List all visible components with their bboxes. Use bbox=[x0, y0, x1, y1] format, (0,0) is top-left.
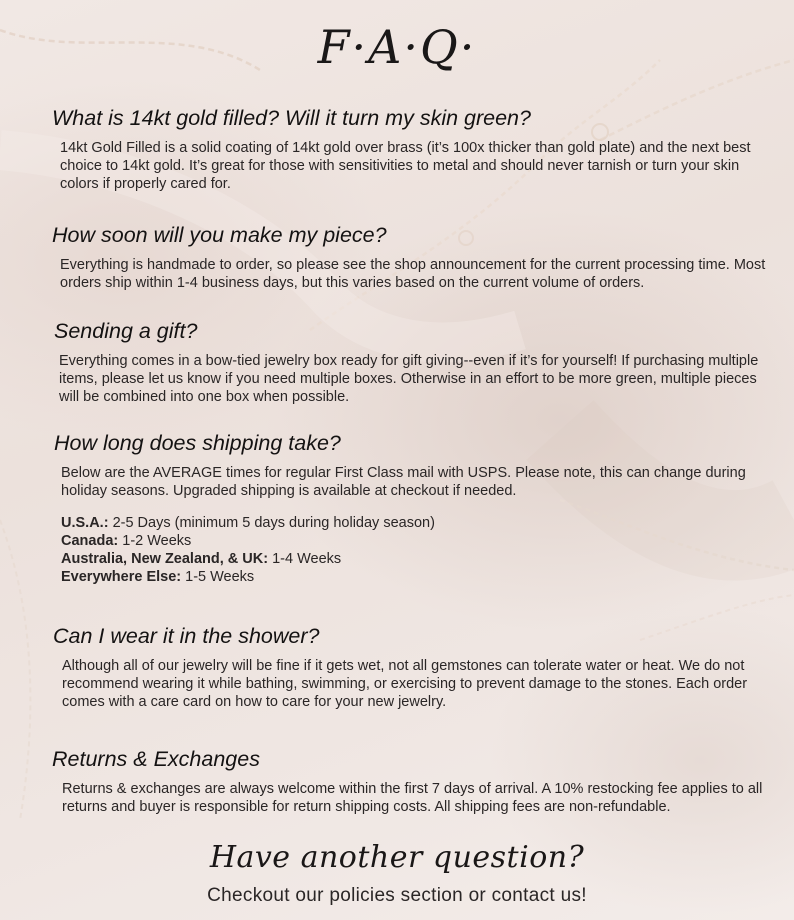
shipping-time: 1-4 Weeks bbox=[272, 551, 342, 567]
faq-answer: Below are the AVERAGE times for regular First Class mail with USPS. Please note, this can change during holiday seasons. Upgraded shipping is available at checkout if needed. bbox=[61, 465, 746, 499]
shipping-region: Everywhere Else: bbox=[61, 569, 182, 585]
faq-item-gift bbox=[0, 318, 794, 406]
faq-question: Can I wear it in the shower? bbox=[53, 624, 320, 648]
shipping-row-aus-nz-uk bbox=[61, 550, 794, 568]
footer-heading: Have another question? bbox=[209, 840, 585, 875]
faq-answer: Everything is handmade to order, so please see the shop announcement for the current processing time. Most orders ship within 1-4 business days, but this varies based on the current volume of orders. bbox=[60, 257, 766, 291]
shipping-row-everywhere-else bbox=[61, 568, 794, 586]
shipping-region: U.S.A.: bbox=[61, 515, 109, 531]
faq-question: Sending a gift? bbox=[54, 319, 198, 343]
footer-contact-line: Checkout our policies section or contact us! bbox=[207, 885, 587, 906]
faq-answer: 14kt Gold Filled is a solid coating of 14kt gold over brass (it’s 100x thicker than gold plate) and the next best choice to 14kt gold. It’s great for those with sensitivities to metal and should never tarnish or turn your skin colors if properly cared for. bbox=[60, 140, 751, 192]
shipping-row-canada bbox=[61, 532, 794, 550]
faq-question: Returns & Exchanges bbox=[52, 747, 260, 771]
shipping-region: Canada: bbox=[61, 533, 119, 549]
faq-answer: Returns & exchanges are always welcome within the first 7 days of arrival. A 10% restocking fee applies to all returns and buyer is responsible for return shipping costs. All shipping fees are non-refundable. bbox=[62, 781, 763, 815]
faq-item-gold-filled bbox=[0, 105, 794, 193]
faq-answer: Everything comes in a bow-tied jewelry box ready for gift giving--even if it’s for yourself! If purchasing multiple items, please let us know if you need multiple boxes. Otherwise in an effort to be more green, multiple pieces will be combined into one box when possible. bbox=[59, 353, 759, 405]
shipping-time: 2-5 Days (minimum 5 days during holiday season) bbox=[112, 515, 435, 531]
faq-item-shipping bbox=[0, 430, 794, 586]
faq-item-shower bbox=[0, 623, 794, 711]
faq-answer: Although all of our jewelry will be fine if it gets wet, not all gemstones can tolerate water or heat. We do not recommend wearing it while bathing, swimming, or exercising to prevent damage to the stones. Each order comes with a care card on how to care for your new jewelry. bbox=[62, 658, 748, 710]
faq-question: How long does shipping take? bbox=[54, 431, 341, 455]
faq-item-returns bbox=[0, 746, 794, 816]
shipping-time: 1-5 Weeks bbox=[185, 569, 255, 585]
page-title: F·A·Q· bbox=[317, 20, 477, 74]
shipping-time: 1-2 Weeks bbox=[122, 533, 192, 549]
faq-question: How soon will you make my piece? bbox=[52, 223, 387, 247]
shipping-region: Australia, New Zealand, & UK: bbox=[61, 551, 269, 567]
shipping-row-usa bbox=[61, 514, 794, 532]
faq-item-processing-time bbox=[0, 222, 794, 292]
faq-question: What is 14kt gold filled? Will it turn my skin green? bbox=[52, 106, 531, 130]
shipping-times-list bbox=[0, 514, 794, 586]
